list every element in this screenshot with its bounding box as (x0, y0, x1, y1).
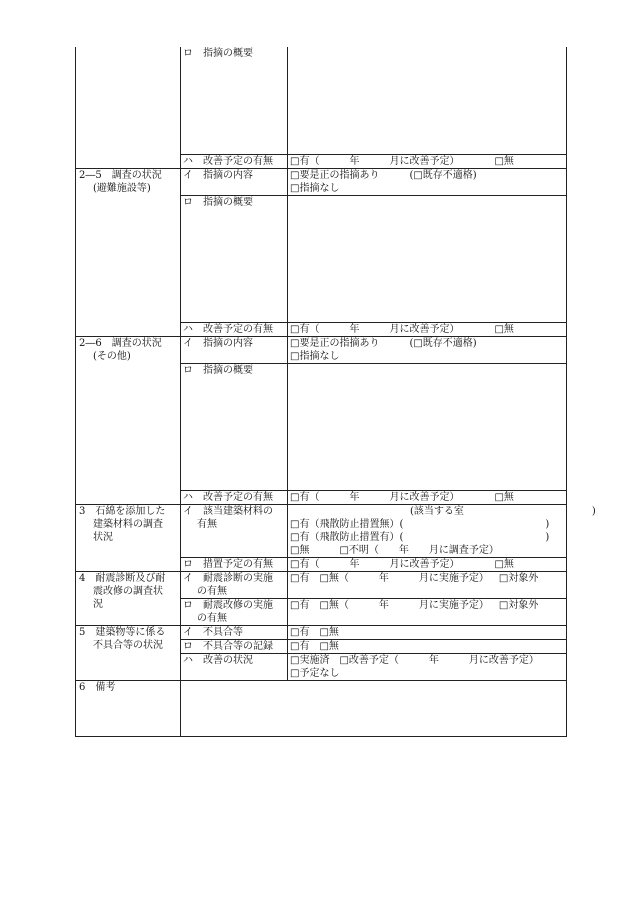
sec-6-remarks-row (76, 681, 567, 737)
prev-section-title-cell (76, 47, 181, 169)
sec-4-title-line3: 況 (93, 599, 103, 610)
sec-3-title-cell (76, 505, 181, 572)
sec-3-room-label: (該当する室 (410, 506, 464, 517)
sec-4-diagnosis-options[interactable]: □有 □無（ 年 月に実施予定） (290, 573, 489, 584)
sec-6-remarks-content-cell[interactable] (181, 681, 567, 737)
sec-2-5-improve-option-yes[interactable]: □有（ 年 月に改善予定） (290, 324, 460, 335)
sec-3-measure-label-cell (181, 558, 288, 572)
sec-2-6-finding-option-none[interactable]: □指摘なし (290, 351, 340, 362)
sec-3-material-label-cell (181, 505, 288, 558)
sec-2-5-finding-option-correction[interactable]: □要是正の指摘あり (□既存不適格) (290, 170, 477, 181)
sec-4-retrofit-value-cell (288, 599, 567, 626)
sec-3-measure-option-no[interactable]: □無 (494, 559, 514, 570)
sec-2-6-improve-option-yes[interactable]: □有（ 年 月に改善予定） (290, 492, 460, 503)
sec-3-option-unprotected-close: ) (545, 519, 550, 530)
sec-3-material-value-cell (288, 505, 596, 558)
sec-2-6-finding-label: イ 指摘の内容 (183, 338, 253, 349)
sec-2-5-finding-option-none[interactable]: □指摘なし (290, 183, 340, 194)
prev-improve-label-cell (181, 155, 288, 169)
sec-2-6-overview-label: ロ 指摘の概要 (183, 365, 253, 376)
sec-4-title: 4 耐震診断及び耐 (79, 573, 166, 584)
sec-2-6-title-cell (76, 337, 181, 505)
sec-5-defect-value-cell (288, 626, 567, 640)
sec-4-title-cell (76, 572, 181, 626)
sec-2-5-improve-label: ハ 改善予定の有無 (183, 324, 273, 335)
prev-overview-content-cell[interactable] (288, 47, 567, 155)
sec-3-measure-value-cell (288, 558, 567, 572)
sec-2-6-subtitle: (その他) (93, 351, 131, 362)
prev-overview-label-cell (181, 47, 288, 155)
sec-2-5-finding-label-cell (181, 169, 288, 196)
sec-4-retrofit-label-cell (181, 599, 288, 626)
sec-2-5-title: 2―5 調査の状況 (79, 170, 162, 181)
sec-5-improve-options[interactable]: □実施済 □改善予定（ 年 月に改善予定） (290, 655, 539, 666)
sec-2-5-subtitle: (避難施設等) (93, 183, 151, 194)
sec-5-title: 5 建築物等に係る (79, 627, 166, 638)
sec-5-improve-label: ハ 改善の状況 (183, 655, 253, 666)
sec-4-title-line2: 震改修の調査状 (93, 586, 163, 597)
sec-2-5-title-cell (76, 169, 181, 337)
sec-5-improve-label-cell (181, 654, 288, 681)
sec-4-retrofit-options[interactable]: □有 □無（ 年 月に実施予定） (290, 600, 489, 611)
sec-5-title-line2: 不具合等の状況 (93, 640, 163, 651)
sec-2-6-overview-label-cell (181, 364, 288, 491)
sec-3-option-protected-close: ) (545, 532, 550, 543)
sec-5-improve-option-none[interactable]: □予定なし (290, 668, 340, 679)
sec-4-diagnosis-label-cell (181, 572, 288, 599)
sec-3-material-label: イ 該当建築材料の (183, 506, 273, 517)
sec-5-defect-label: イ 不具合等 (183, 627, 243, 638)
sec-5-record-value-cell (288, 640, 567, 654)
prev-improve-label: ハ 改善予定の有無 (183, 156, 273, 167)
prev-overview-label: ロ 指摘の概要 (183, 48, 253, 59)
sec-2-5-improve-label-cell (181, 323, 288, 337)
sec-2-6-finding-label-cell (181, 337, 288, 364)
sec-5-defect-label-cell (181, 626, 288, 640)
sec-4-retrofit-label-line2: の有無 (197, 613, 227, 624)
sec-2-5-content-row (76, 169, 567, 196)
sec-2-6-improve-value-cell (288, 491, 567, 505)
sec-2-5-improve-value-cell (288, 323, 567, 337)
sec-6-title-cell (76, 681, 181, 737)
sec-2-5-finding-label: イ 指摘の内容 (183, 170, 253, 181)
sec-2-6-finding-value-cell (288, 337, 567, 364)
sec-3-material-label-line2: 有無 (197, 519, 217, 530)
prev-improve-value-cell (288, 155, 567, 169)
sec-2-6-overview-content-cell[interactable] (288, 364, 567, 491)
sec-3-title-line3: 状況 (93, 532, 113, 543)
sec-5-defect-row (76, 626, 567, 640)
sec-2-6-finding-option-correction[interactable]: □要是正の指摘あり (□既存不適格) (290, 338, 477, 349)
sec-2-6-title: 2―6 調査の状況 (79, 338, 162, 349)
prev-improve-option-yes[interactable]: □有（ 年 月に改善予定） (290, 156, 460, 167)
sec-5-record-label-cell (181, 640, 288, 654)
sec-2-6-improve-label: ハ 改善予定の有無 (183, 492, 273, 503)
sec-5-title-cell (76, 626, 181, 681)
sec-2-5-finding-value-cell (288, 169, 567, 196)
sec-4-diagnosis-option-na[interactable]: □対象外 (498, 573, 539, 584)
prev-section-overview-row (76, 47, 567, 155)
sec-2-5-improve-option-no[interactable]: □無 (494, 324, 514, 335)
inspection-report-table (75, 47, 596, 737)
sec-2-5-overview-label-cell (181, 196, 288, 323)
sec-3-material-row (76, 505, 567, 558)
sec-3-measure-option-yes[interactable]: □有（ 年 月に改善予定） (290, 559, 460, 570)
sec-4-diagnosis-label-line2: の有無 (197, 586, 227, 597)
sec-3-room-close: ) (591, 506, 596, 517)
sec-5-record-options[interactable]: □有 □無 (290, 641, 339, 652)
sec-3-option-none-unknown[interactable]: □無 □不明（ 年 月に調査予定） (290, 545, 499, 556)
sec-4-diagnosis-label: イ 耐震診断の実施 (183, 573, 273, 584)
sec-2-5-overview-label: ロ 指摘の概要 (183, 197, 253, 208)
sec-5-improve-value-cell (288, 654, 567, 681)
sec-3-title-line2: 建築材料の調査 (93, 519, 163, 530)
sec-6-title: 6 備考 (79, 682, 116, 693)
prev-improve-option-no[interactable]: □無 (494, 156, 514, 167)
sec-4-diagnosis-row (76, 572, 567, 599)
sec-3-measure-label: ロ 措置予定の有無 (183, 559, 273, 570)
sec-5-defect-options[interactable]: □有 □無 (290, 627, 339, 638)
sec-5-record-label: ロ 不具合等の記録 (183, 641, 273, 652)
sec-2-5-overview-content-cell[interactable] (288, 196, 567, 323)
sec-2-6-content-row (76, 337, 567, 364)
sec-4-retrofit-option-na[interactable]: □対象外 (498, 600, 539, 611)
sec-3-option-protected[interactable]: □有（飛散防止措置有）( (290, 532, 404, 543)
sec-3-title: 3 石綿を添加した (79, 506, 166, 517)
sec-4-retrofit-label: ロ 耐震改修の実施 (183, 600, 273, 611)
sec-4-diagnosis-value-cell (288, 572, 567, 599)
sec-2-6-improve-option-no[interactable]: □無 (494, 492, 514, 503)
sec-2-6-improve-label-cell (181, 491, 288, 505)
sec-3-option-unprotected[interactable]: □有（飛散防止措置無）( (290, 519, 404, 530)
